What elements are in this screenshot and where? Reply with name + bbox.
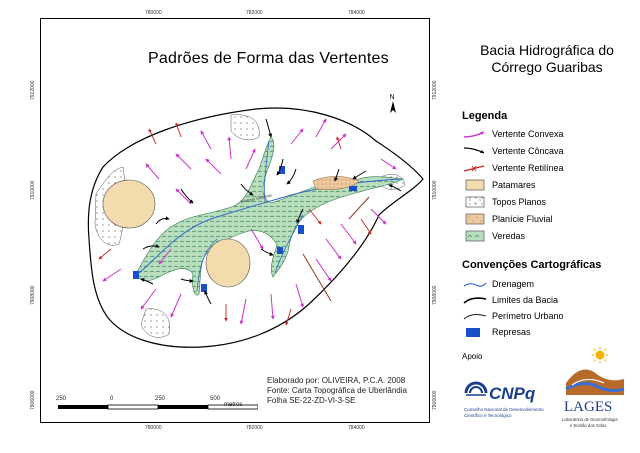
legend-label: Topos Planos xyxy=(492,197,547,207)
coord-left-2: 7910000 xyxy=(30,180,36,200)
legend-item-concave xyxy=(462,145,564,157)
map-credits xyxy=(267,376,407,406)
scale-unit: metros xyxy=(224,402,243,408)
legend-item-reservoir xyxy=(462,326,531,338)
coord-bottom-3: 784000 xyxy=(348,425,365,431)
river-label: Córrego Guaribas xyxy=(240,192,273,204)
legend-item-veredas xyxy=(462,230,525,242)
reservoir xyxy=(298,225,304,234)
flat-tops-swatch xyxy=(462,196,488,208)
coord-left-3: 7908000 xyxy=(30,285,36,305)
coord-right-4: 7906000 xyxy=(432,390,438,410)
plateau-area xyxy=(206,239,250,287)
legend-label: Patamares xyxy=(492,180,536,190)
map-frame xyxy=(40,18,430,423)
conventions-title: Convenções Cartográficas xyxy=(462,259,602,271)
credits-author: Elaborado por: OLIVEIRA, P.C.A. 2008 xyxy=(267,376,406,385)
legend-label: Vertente Retilínea xyxy=(492,163,564,173)
floodplain-swatch xyxy=(462,213,488,225)
legend-label: Limites da Bacia xyxy=(492,295,559,305)
basin-map xyxy=(41,19,429,422)
credits-sheet: Folha SE-22-ZD-VI-3-SE xyxy=(267,396,356,405)
cnpq-subtitle-2: Científico e Tecnológico xyxy=(464,413,512,418)
scale-label-250-left: 250 xyxy=(56,396,67,402)
reservoir-swatch xyxy=(462,326,488,338)
basin-title-line2: Córrego Guaribas xyxy=(491,59,603,75)
scale-label-500: 500 xyxy=(210,396,221,402)
lages-subtitle-2: e Erosão dos Solos xyxy=(570,423,607,428)
coord-right-3: 7908000 xyxy=(432,285,438,305)
urban-perimeter-icon xyxy=(462,310,488,322)
coord-right-2: 7910000 xyxy=(432,180,438,200)
legend-label: Planície Fluvial xyxy=(492,214,553,224)
cnpq-name: CNPq xyxy=(489,384,536,403)
plateau-swatch xyxy=(462,179,488,191)
reservoir xyxy=(201,284,207,292)
legend-item-flat-tops xyxy=(462,196,546,208)
scale-label-0: 0 xyxy=(110,396,114,402)
reservoir xyxy=(349,186,357,191)
legend-item-convex xyxy=(462,128,564,140)
north-arrow-icon xyxy=(386,92,400,114)
coord-right-1: 7912000 xyxy=(432,80,438,100)
straight-slope-icon xyxy=(462,162,488,174)
coord-left-4: 7906000 xyxy=(30,390,36,410)
basin-title-line1: Bacia Hidrográfica do xyxy=(480,42,614,58)
lages-name: LAGES xyxy=(564,399,613,415)
plateau-area xyxy=(103,180,155,228)
lages-subtitle-1: Laboratório de Geomorfologia xyxy=(562,417,618,422)
legend-label: Vertente Côncava xyxy=(492,146,564,156)
credits-source: Fonte: Carta Topográfica de Uberlândia xyxy=(267,386,407,395)
concave-slope-icon xyxy=(462,145,488,157)
legend-item-plateau xyxy=(462,179,536,191)
legend-item-floodplain xyxy=(462,213,553,225)
legend-item-drainage xyxy=(462,278,534,290)
cnpq-subtitle-1: Conselho Nacional de Desenvolvimento xyxy=(464,407,544,412)
coord-left-1: 7912000 xyxy=(30,80,36,100)
legend-label: Represas xyxy=(492,327,531,337)
basin-limit-icon xyxy=(462,294,488,306)
legend-item-basin-limit xyxy=(462,294,558,306)
support-label: Apoio xyxy=(462,352,483,361)
legend-item-urban xyxy=(462,310,564,322)
convex-slope-icon xyxy=(462,128,488,140)
coord-top-3: 784000 xyxy=(348,10,365,16)
coord-top-1: 780000 xyxy=(145,10,162,16)
legend-item-straight xyxy=(462,162,564,174)
basin-title xyxy=(458,42,636,76)
north-letter: N xyxy=(389,94,395,101)
legend-title: Legenda xyxy=(462,110,508,122)
lages-logo xyxy=(558,345,630,435)
legend-label: Vertente Convexa xyxy=(492,129,564,139)
legend-label: Veredas xyxy=(492,231,526,241)
coord-bottom-1: 780000 xyxy=(145,425,162,431)
legend-label: Perímetro Urbano xyxy=(492,311,564,321)
scale-label-250: 250 xyxy=(155,396,166,402)
coord-bottom-2: 782000 xyxy=(246,425,263,431)
legend-label: Drenagem xyxy=(492,279,535,289)
veredas-swatch xyxy=(462,230,488,242)
reservoir xyxy=(277,247,283,254)
cnpq-logo xyxy=(462,375,558,420)
drainage-icon xyxy=(462,278,488,290)
coord-top-2: 782000 xyxy=(246,10,263,16)
map-title: Padrões de Forma das Vertentes xyxy=(148,50,389,67)
reservoir xyxy=(133,271,139,279)
